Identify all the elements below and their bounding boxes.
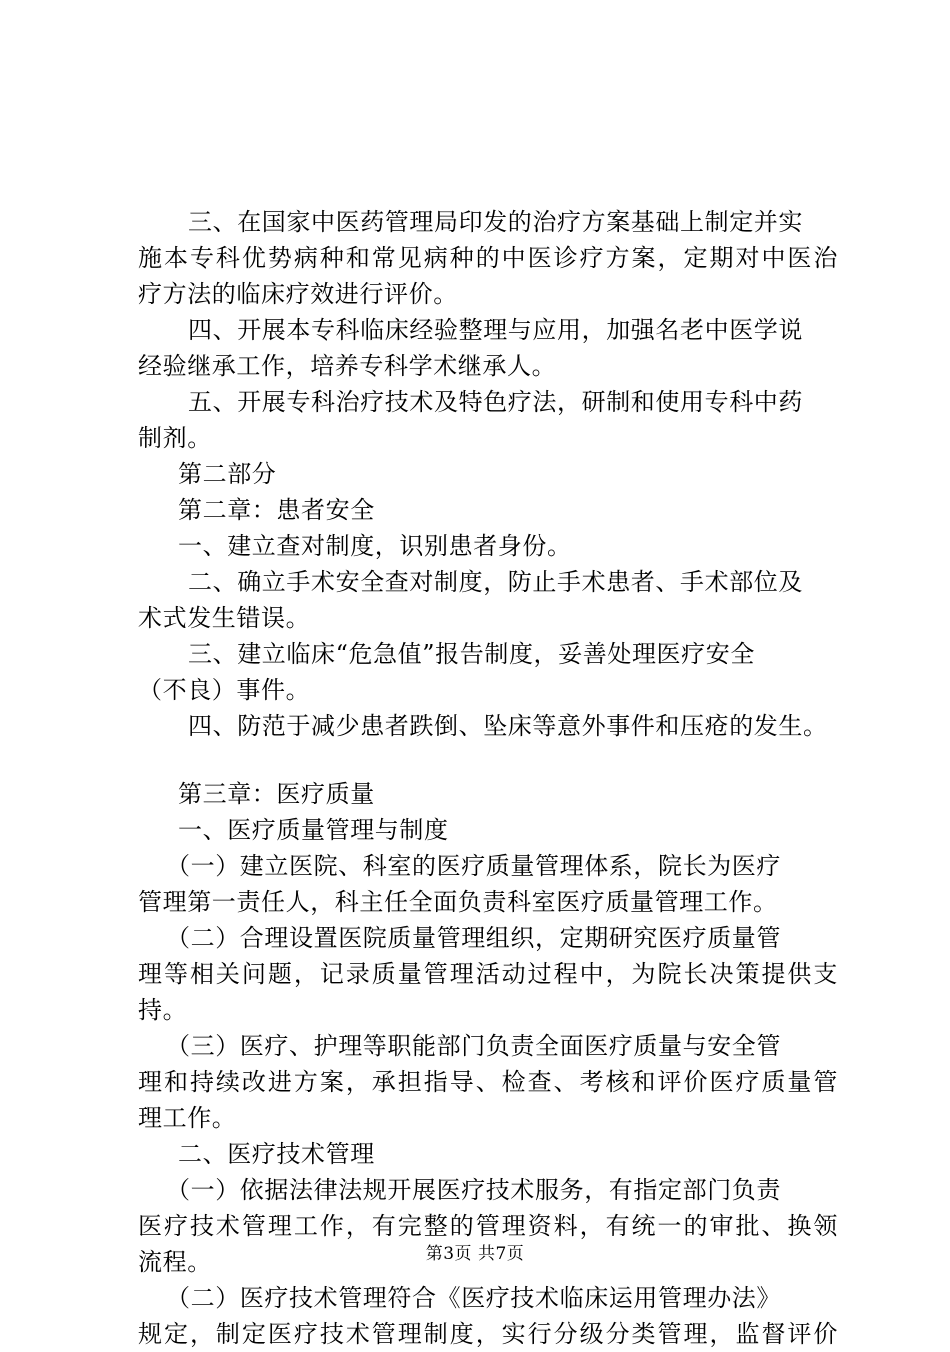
paragraph-line: 流程。 (138, 1248, 212, 1276)
document-body (138, 204, 838, 1352)
paragraph-line: 四、防范于减少患者跌倒、坠床等意外事件和压疮的发生。 (188, 712, 828, 740)
section-heading: 第二部分 (178, 460, 277, 488)
paragraph-line: 四、开展本专科临床经验整理与应用，加强名老中医学说 (188, 316, 803, 344)
paragraph-line: （二）合理设置医院质量管理组织，定期研究医疗质量管 (166, 924, 781, 952)
paragraph-line: 一、医疗质量管理与制度 (178, 816, 449, 844)
paragraph-line: 管理第一责任人，科主任全面负责科室医疗质量管理工作。 (138, 888, 778, 916)
blank-line (138, 744, 838, 776)
paragraph-line: （二）医疗技术管理符合《医疗技术临床运用管理办法》 (166, 1284, 781, 1312)
paragraph-line: 三、建立临床“危急值”报告制度，妥善处理医疗安全 (188, 640, 755, 668)
page-footer: 第3页 共7页 (425, 1244, 525, 1264)
paragraph-line: （不良）事件。 (138, 676, 311, 704)
paragraph-line: 一、建立查对制度，识别患者身份。 (178, 532, 572, 560)
paragraph-line: 二、确立手术安全查对制度，防止手术患者、手术部位及 (188, 568, 803, 596)
paragraph-line: 三、在国家中医药管理局印发的治疗方案基础上制定并实 (188, 208, 803, 236)
paragraph-line: 规定，制定医疗技术管理制度，实行分级分类管理，监督评价 (138, 1320, 838, 1348)
paragraph-line: 理工作。 (138, 1104, 237, 1132)
chapter-heading: 第二章：患者安全 (178, 496, 375, 524)
paragraph-line: 理等相关问题，记录质量管理活动过程中，为院长决策提供支 (138, 960, 838, 988)
paragraph-line: 术式发生错误。 (138, 604, 311, 632)
paragraph-line: （一）依据法律法规开展医疗技术服务，有指定部门负责 (166, 1176, 781, 1204)
paragraph-line: 医疗技术管理工作，有完整的管理资料，有统一的审批、换领 (138, 1212, 838, 1240)
paragraph-line: 持。 (138, 996, 188, 1024)
paragraph-line: 制剂。 (138, 424, 212, 452)
paragraph-line: 施本专科优势病种和常见病种的中医诊疗方案，定期对中医治 (138, 244, 838, 272)
paragraph-line: （一）建立医院、科室的医疗质量管理体系，院长为医疗 (166, 852, 781, 880)
paragraph-line: 疗方法的临床疗效进行评价。 (138, 280, 458, 308)
paragraph-line: 五、开展专科治疗技术及特色疗法，研制和使用专科中药 (188, 388, 803, 416)
chapter-heading: 第三章：医疗质量 (178, 780, 375, 808)
paragraph-line: （三）医疗、护理等职能部门负责全面医疗质量与安全管 (166, 1032, 781, 1060)
paragraph-line: 二、医疗技术管理 (178, 1140, 375, 1168)
paragraph-line: 理和持续改进方案，承担指导、检查、考核和评价医疗质量管 (138, 1068, 838, 1096)
paragraph-line: 经验继承工作，培养专科学术继承人。 (138, 352, 557, 380)
